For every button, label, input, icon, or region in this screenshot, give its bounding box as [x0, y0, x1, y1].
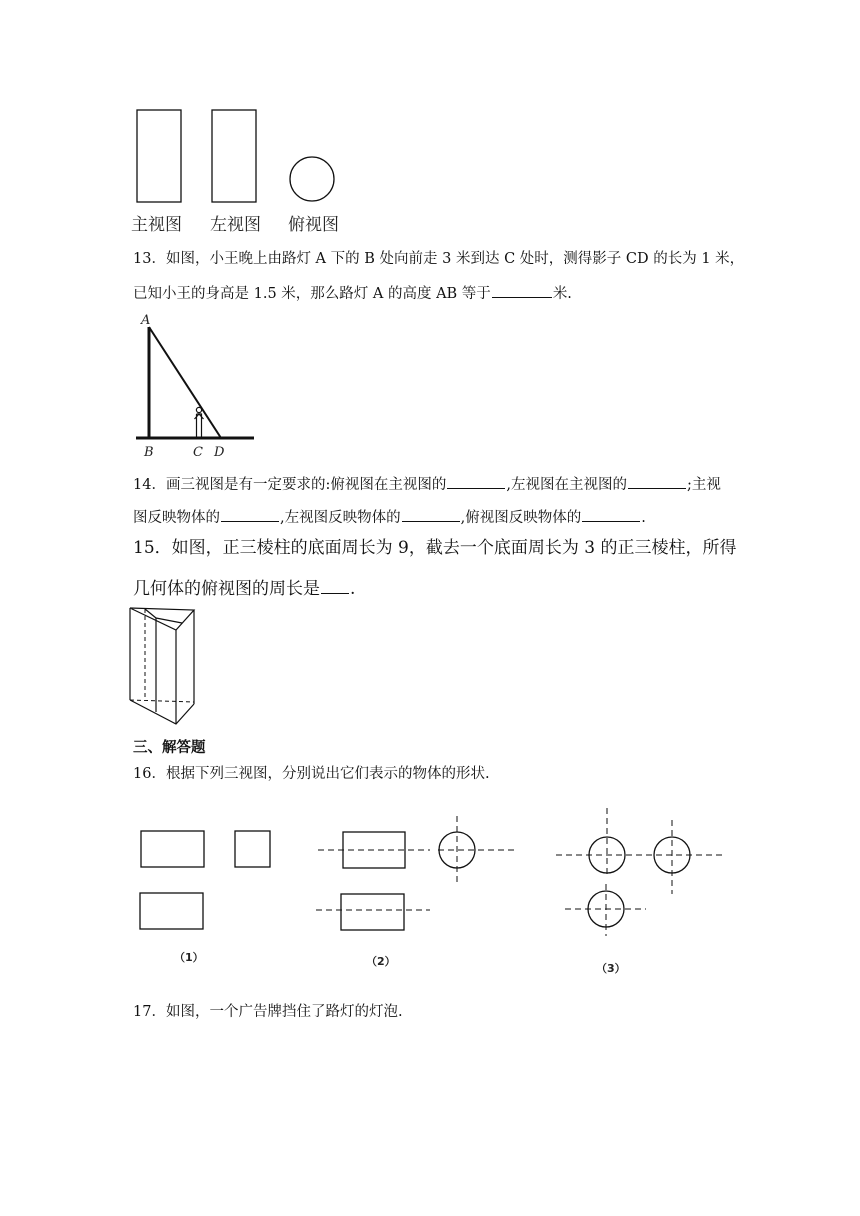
q15-line2 — [133, 574, 355, 601]
q13-line1: 13．如图，小王晚上由路灯 A 下的 B 处向前走 3 米到达 C 处时，测得影子 CD 的长为 1 米， — [133, 251, 745, 267]
label-d: D — [214, 445, 225, 460]
front-view-caption: 主视图 — [131, 215, 182, 235]
top-view-circle — [290, 157, 334, 201]
q17-text: 17．如图，一个广告牌挡住了路灯的灯泡. — [133, 1004, 403, 1020]
label-b: B — [144, 445, 154, 460]
q15-end: . — [350, 579, 356, 599]
q14-text-1: 14．画三视图是有一定要求的:俯视图在主视图的 — [133, 477, 447, 493]
person-figure — [195, 407, 204, 438]
label-a: A — [141, 313, 151, 328]
q14-line1 — [133, 472, 721, 495]
q13-text: 已知小王的身高是 1.5 米，那么路灯 A 的高度 AB 等于 — [133, 286, 491, 302]
lamp-shadow-figure — [0, 300, 860, 470]
label-c: C — [193, 445, 203, 460]
q14-blank-4[interactable] — [402, 505, 460, 522]
figure-2-label: （2） — [366, 955, 396, 968]
figure-1-views — [140, 831, 270, 929]
q14-line2 — [133, 505, 646, 528]
top-view-caption: 俯视图 — [288, 215, 339, 235]
q13-unit: 米. — [552, 286, 572, 302]
q14-blank-3[interactable] — [221, 505, 279, 522]
three-views-figure — [0, 0, 860, 210]
q15-answer-blank[interactable] — [321, 574, 349, 594]
q14-text-3: ;主视 — [686, 477, 721, 493]
figure-1-label: （1） — [174, 951, 204, 964]
light-ray — [149, 327, 221, 438]
side-view-caption: 左视图 — [210, 215, 261, 235]
side-view-rect — [212, 110, 256, 202]
q16-three-views-figures — [0, 800, 860, 980]
front-view-rect — [137, 110, 181, 202]
q14-text-2: ,左视图在主视图的 — [506, 477, 627, 493]
q14-text-4: 图反映物体的 — [133, 510, 220, 526]
q15-text: 几何体的俯视图的周长是 — [133, 579, 320, 599]
section-title: 三、解答题 — [133, 740, 206, 756]
q13-answer-blank[interactable] — [492, 281, 552, 298]
q14-blank-1[interactable] — [447, 472, 505, 489]
q14-blank-2[interactable] — [628, 472, 686, 489]
figure-3-label: （3） — [596, 962, 626, 975]
q14-text-7: . — [641, 510, 646, 526]
q14-text-6: ,俯视图反映物体的 — [460, 510, 582, 526]
figure-2-views — [316, 816, 518, 930]
prism-figure — [0, 600, 860, 730]
q16-text: 16．根据下列三视图，分别说出它们表示的物体的形状. — [133, 766, 490, 782]
q15-line1: 15．如图，正三棱柱的底面周长为 9，截去一个底面周长为 3 的正三棱柱，所得 — [133, 538, 737, 558]
figure-3-views — [556, 808, 722, 936]
q14-text-5: ,左视图反映物体的 — [280, 510, 401, 526]
q14-blank-5[interactable] — [582, 505, 640, 522]
